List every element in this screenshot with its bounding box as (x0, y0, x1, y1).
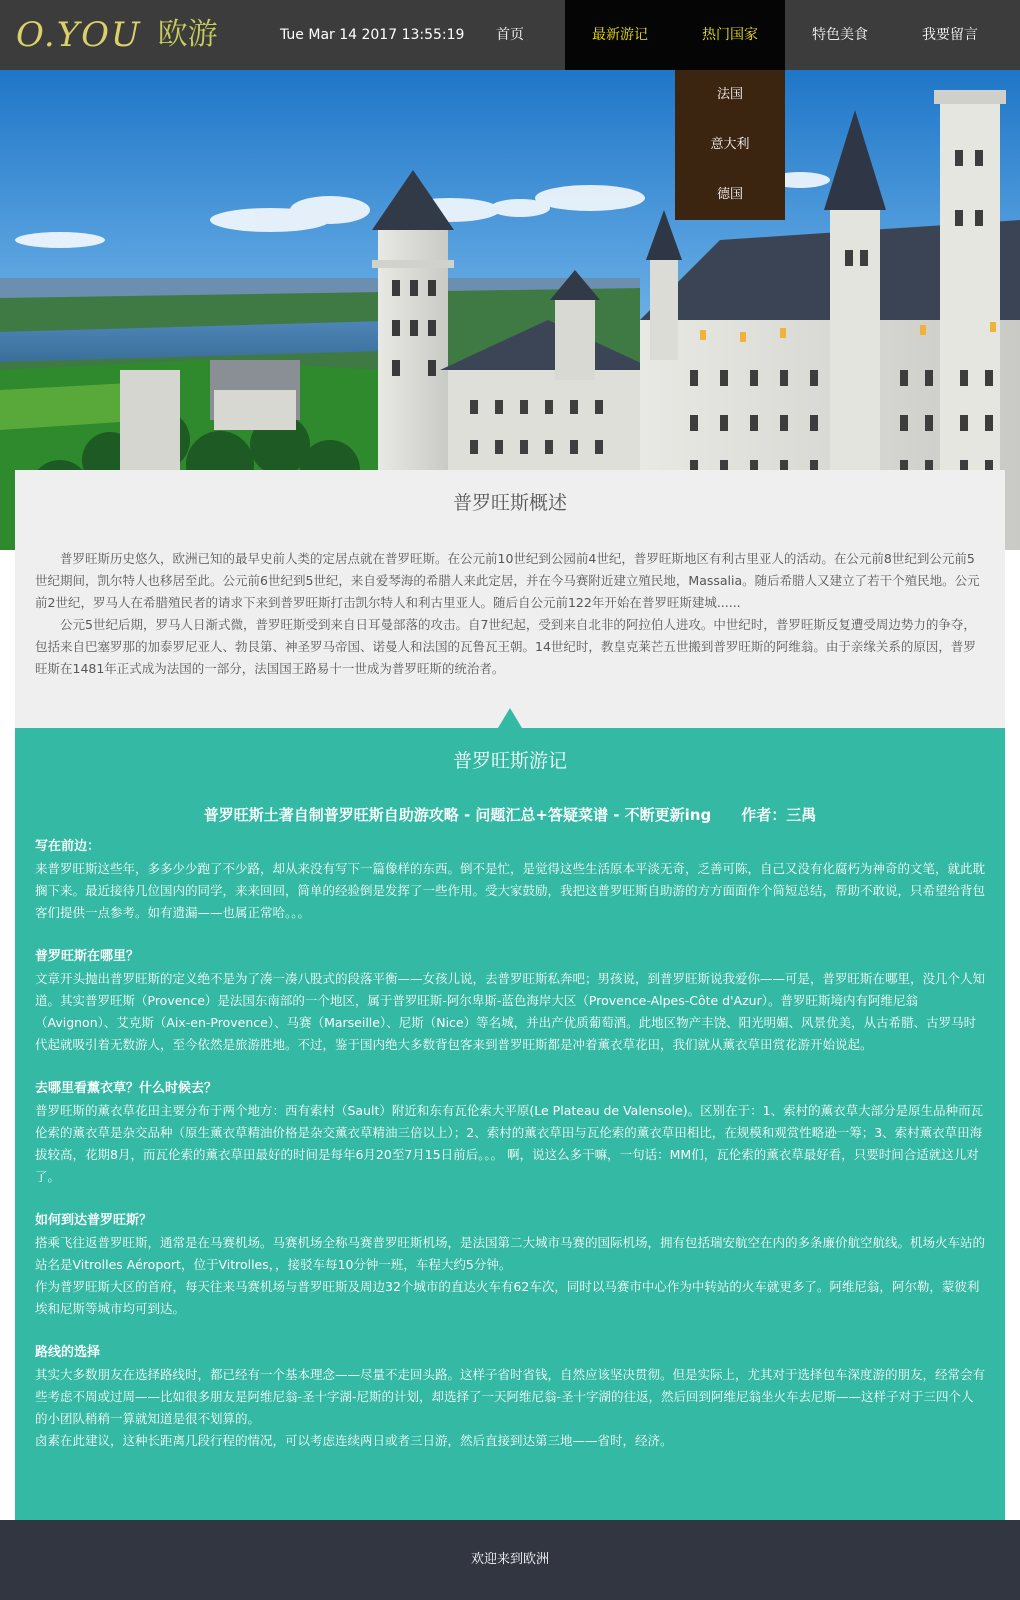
site-logo[interactable] (16, 14, 218, 56)
section-paragraph: 作为普罗旺斯大区的首府，每天往来马赛机场与普罗旺斯及周边32个城市的直达火车有62车次，同时以马赛市中心作为中转站的火车就更多了。阿维尼翁，阿尔勒，蒙彼利埃和尼斯等城市均可到达。 (35, 1279, 980, 1316)
article-section (35, 1078, 985, 1188)
section-paragraph: 来普罗旺斯这些年，多多少少跑了不少路，却从来没有写下一篇像样的东西。倒不是忙，是觉得这些生活原本平淡无奇，乏善可陈，自己又没有化腐朽为神奇的文笔，就此耽搁下来。最近接待几位国内的同学，来来回回，简单的经验倒是发挥了一些作用。受大家鼓励，我把这普罗旺斯自助游的方方面面作个简短总结，帮助不敢说，只希望给背包客们提供一点参考。如有遗漏——也属正常哈。。。 (35, 861, 986, 920)
overview-title: 普罗旺斯概述 (452, 492, 567, 514)
nav-item-home[interactable]: 首页 (496, 27, 524, 43)
nav-item-latest-travelogues[interactable]: 最新游记 (565, 0, 675, 70)
countries-dropdown-menu (675, 70, 785, 220)
main-nav (455, 0, 1005, 70)
nav-item-cuisine[interactable]: 特色美食 (812, 27, 868, 43)
section-paragraph: 其实大多数朋友在选择路线时，都已经有一个基本理念——尽量不走回头路。这样子省时省钱，自然应该坚决贯彻。但是实际上，尤其对于选择包车深度游的朋友，经常会有些考虑不周或过周——比如很多朋友是阿维尼翁-圣十字湖-尼斯的计划，却选择了一天阿维尼翁-圣十字湖的往返，然后回到阿维尼翁坐火车去尼斯——这样子对于三四个人的小团队稍稍一算就知道是很不划算的。 (35, 1367, 986, 1426)
overview-paragraph: 公元5世纪后期，罗马人日渐式微，普罗旺斯受到来自日耳曼部落的攻击。自7世纪起，受到来自北非的阿拉伯人进攻。中世纪时，普罗旺斯反复遭受周边势力的争夺，包括来自巴塞罗那的加泰罗尼亚人、勃艮第、神圣罗马帝国、诺曼人和法国的瓦鲁瓦王朝。14世纪时，教皇克莱芒五世搬到普罗旺斯的阿维翁。由于亲缘关系的原因，普罗旺斯在1481年正式成为法国的一部分，法国国王路易十一世成为普罗旺斯的统治者。 (35, 617, 976, 676)
logo-latin-text: O.YOU (16, 15, 142, 55)
article-author: 作者：三禺 (741, 806, 817, 824)
dropdown-item-italy[interactable]: 意大利 (710, 137, 750, 152)
section-heading: 普罗旺斯在哪里？ (35, 949, 140, 964)
section-paragraph: 卤素在此建议，这种长距离几段行程的情况，可以考虑连续两日或者三日游，然后直接到达第三地——省时，经济。 (35, 1433, 673, 1448)
section-paragraph: 普罗旺斯的薰衣草花田主要分布于两个地方：西有索村（Sault）附近和东有瓦伦索大平原(Le Plateau de Valensole)。区别在于：1、索村的薰衣草大部分是原生品种而瓦伦索的薰衣草是杂交品种（原生薰衣草精油价格是杂交薰衣草精油三倍以上）；2、索村的薰衣草田与瓦伦索的薰衣草田相比，在规模和观赏性略逊一筹；3、索村薰衣草田海拔较高，花期8月，而瓦伦索的薰衣草田最好的时间是每年6月20至7月15日前后。。。 啊，说这么多干嘛，一句话：MM们，瓦伦索的薰衣草最好看，只要时间合适就这儿对了。 (35, 1103, 984, 1184)
section-paragraph: 搭乘飞往返普罗旺斯，通常是在马赛机场。马赛机场全称马赛普罗旺斯机场，是法国第二大城市马赛的国际机场，拥有包括瑞安航空在内的多条廉价航空航线。机场火车站的站名是Vitrolles Aéroport，位于Vitrolles，，接驳车每10分钟一班，车程大约5分钟。 (35, 1235, 986, 1272)
article-header (15, 804, 1005, 825)
section-heading: 去哪里看薰衣草？什么时候去？ (35, 1081, 218, 1096)
top-header (0, 0, 1020, 70)
datetime-display: Tue Mar 14 2017 13:55:19 (280, 27, 465, 43)
footer-text: 欢迎来到欧洲 (470, 1552, 549, 1567)
section-heading: 写在前边： (35, 839, 101, 854)
travelogue-section (15, 728, 1005, 1520)
section-heading: 路线的选择 (35, 1345, 101, 1360)
nav-item-popular-countries[interactable]: 热门国家 (675, 0, 785, 70)
article-body (35, 836, 985, 1474)
article-section (35, 1342, 985, 1452)
section-paragraph: 文章开头抛出普罗旺斯的定义绝不是为了凑一凑八股式的段落平衡——女孩儿说，去普罗旺斯私奔吧；男孩说，到普罗旺斯说我爱你——可是，普罗旺斯在哪里，没几个人知道。其实普罗旺斯（Provence）是法国东南部的一个地区，属于普罗旺斯-阿尔卑斯-蓝色海岸大区（Provence-Alpes-Côte d'Azur）。普罗旺斯境内有阿维尼翁（Avignon）、艾克斯（Aix-en-Provence）、马赛（Marseille）、尼斯（Nice）等名城，并出产优质葡萄酒。此地区物产丰饶、阳光明媚、风景优美，从古希腊、古罗马时代起就吸引着无数游人，至今依然是旅游胜地。不过，鉴于国内绝大多数背包客来到普罗旺斯都是冲着薰衣草花田，我们就从薰衣草田赏花游开始说起。 (35, 971, 986, 1052)
overview-body (35, 548, 985, 680)
section-pointer-triangle (498, 708, 522, 728)
article-section (35, 836, 985, 924)
travelogue-title: 普罗旺斯游记 (452, 750, 567, 772)
page-footer (0, 1520, 1020, 1600)
article-section (35, 946, 985, 1056)
article-title[interactable]: 普罗旺斯土著自制普罗旺斯自助游攻略 - 问题汇总+答疑菜谱 - 不断更新ing (203, 806, 712, 824)
overview-paragraph: 普罗旺斯历史悠久，欧洲已知的最早史前人类的定居点就在普罗旺斯。在公元前10世纪到公园前4世纪，普罗旺斯地区有利古里亚人的活动。在公元前8世纪到公元前5世纪期间，凯尔特人也移居至此。公元前6世纪到5世纪，来自爱琴海的希腊人来此定居，并在今马赛附近建立殖民地，Massalia。随后希腊人又建立了若干个殖民地。公元前2世纪，罗马人在希腊殖民者的请求下来到普罗旺斯打击凯尔特人和利古里亚人。随后自公元前122年开始在普罗旺斯建城...... (35, 551, 980, 610)
logo-chinese-text: 欧游 (157, 17, 218, 52)
nav-item-leave-message[interactable]: 我要留言 (922, 27, 978, 43)
article-section (35, 1210, 985, 1320)
overview-section (15, 470, 1005, 728)
dropdown-item-france[interactable]: 法国 (716, 87, 743, 102)
dropdown-item-germany[interactable]: 德国 (716, 187, 743, 202)
section-heading: 如何到达普罗旺斯？ (35, 1213, 153, 1228)
